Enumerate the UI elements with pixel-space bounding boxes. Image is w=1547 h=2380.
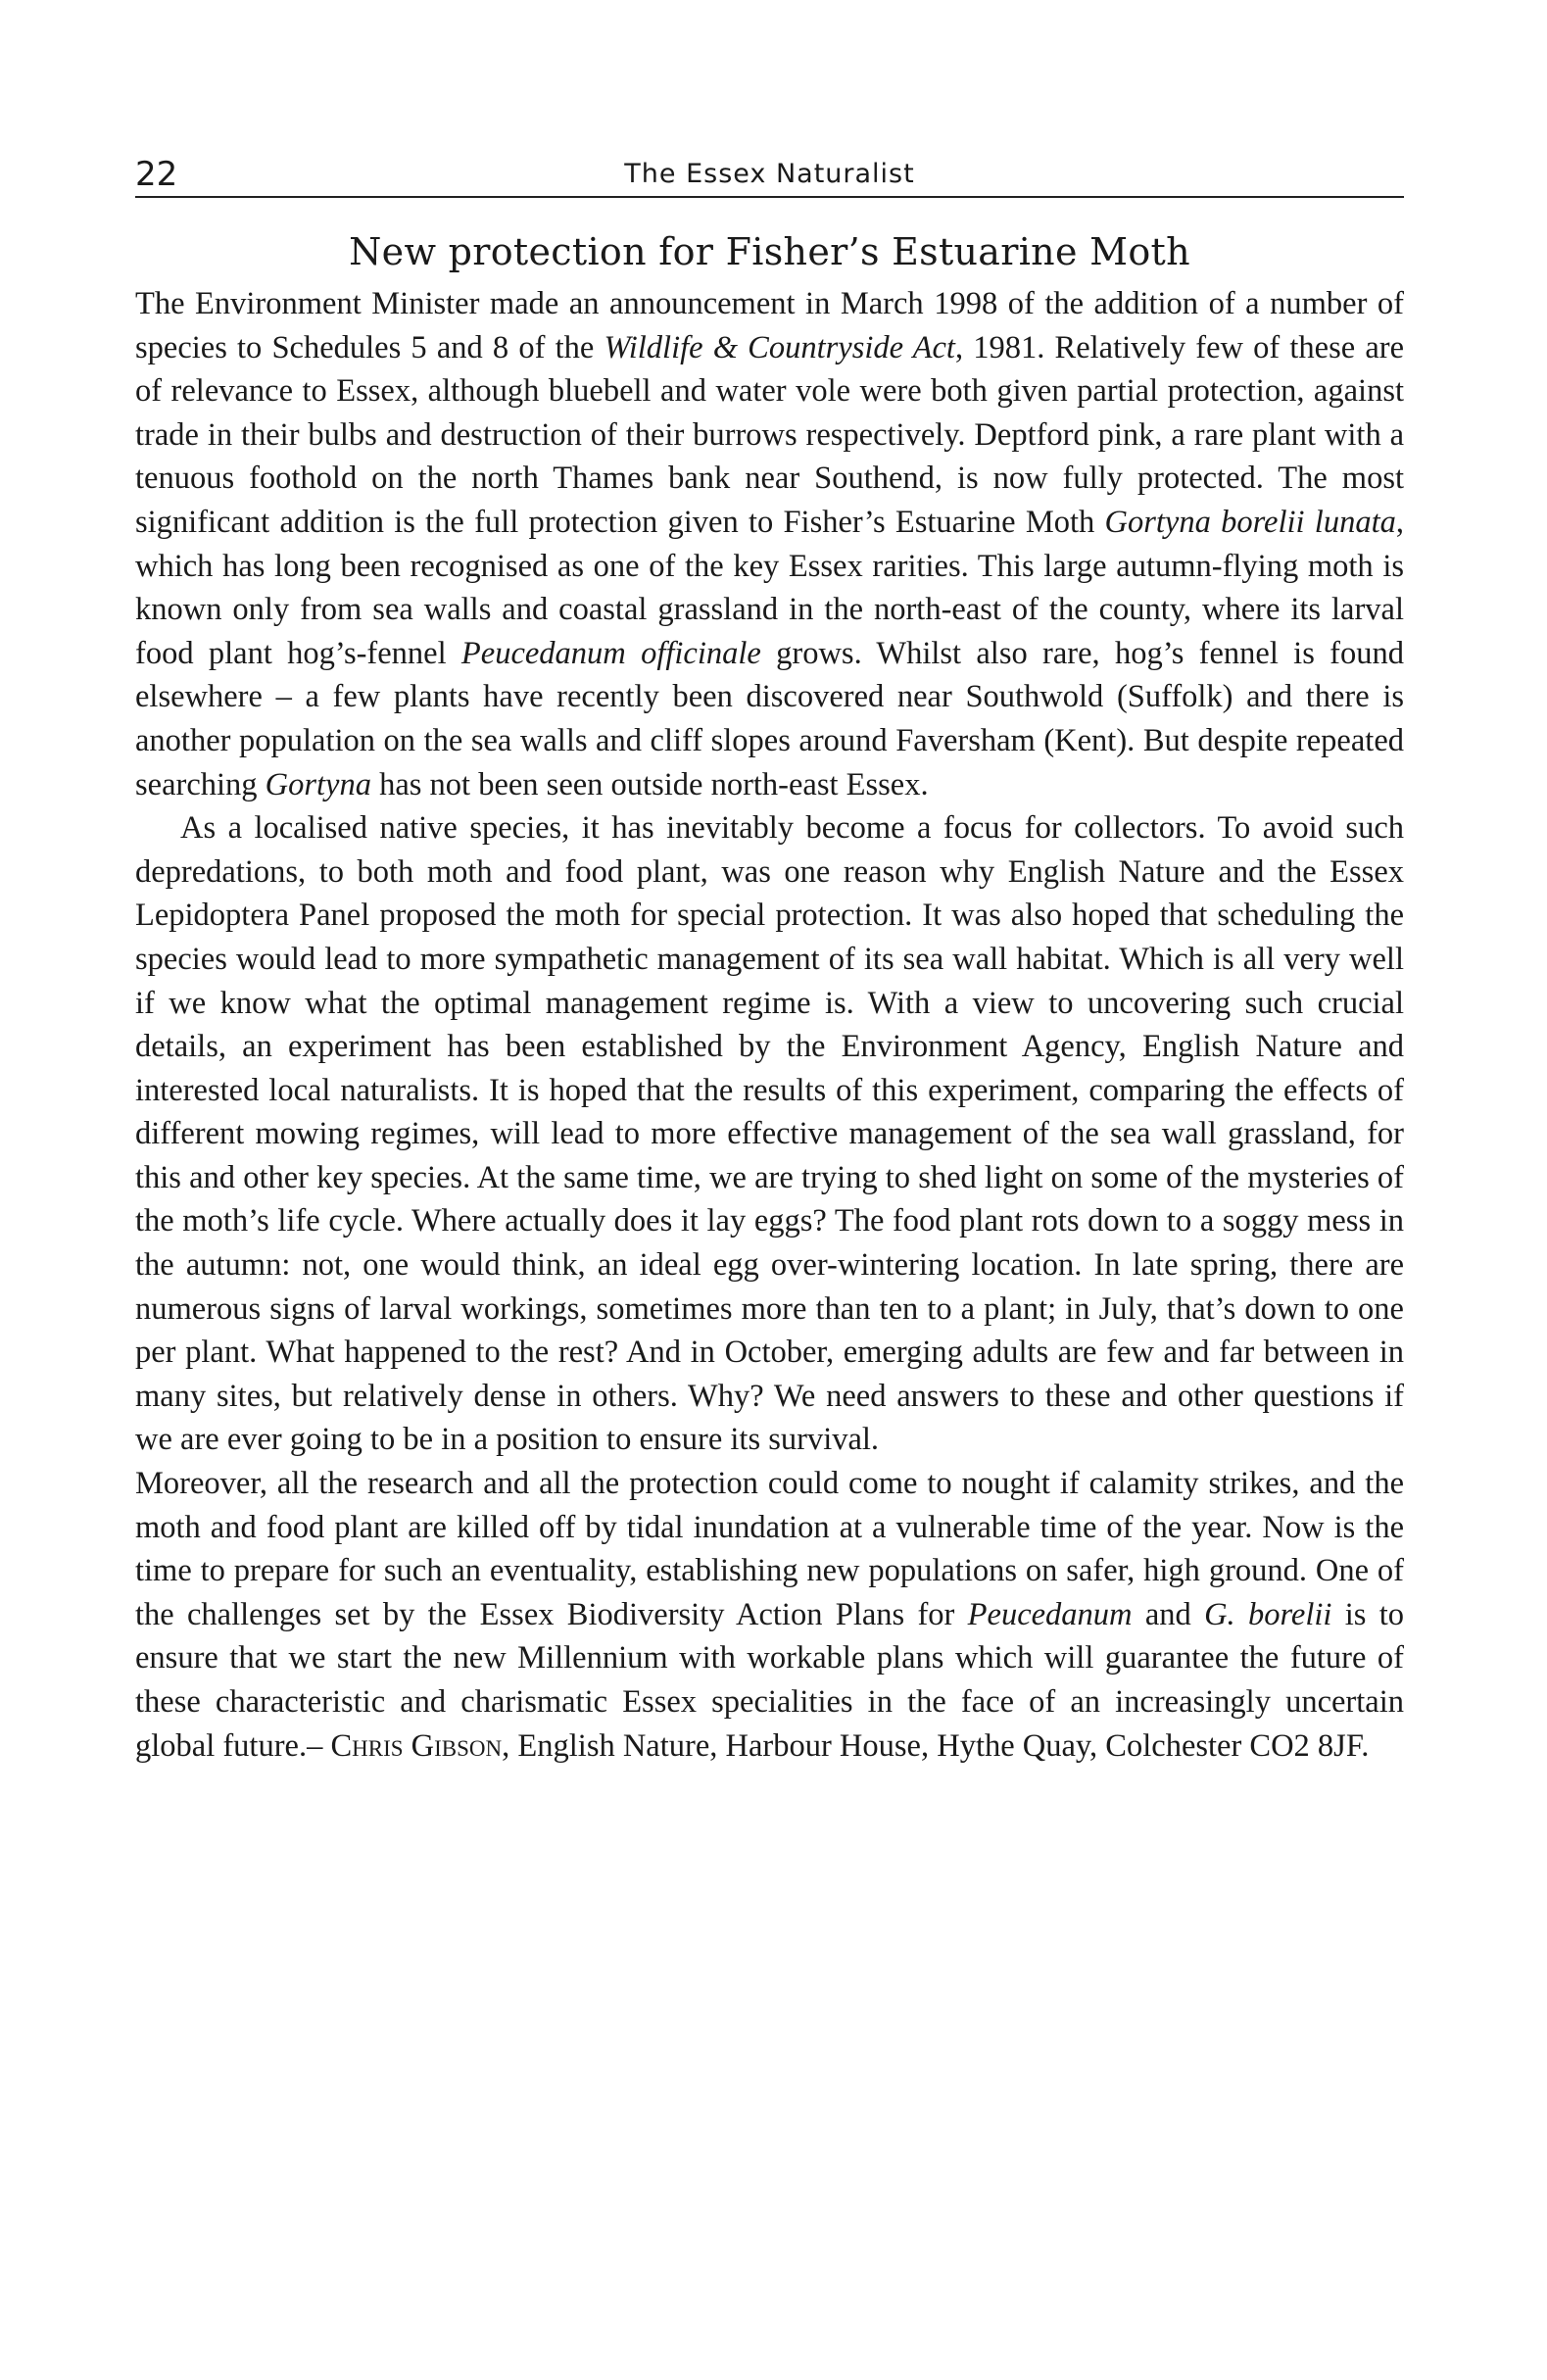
- genus-name: Gortyna: [265, 766, 371, 802]
- act-title: Wildlife & Countryside Act: [604, 329, 955, 365]
- author-affiliation: , English Nature, Harbour House, Hythe Quay, Colchester CO2 8JF.: [502, 1727, 1370, 1764]
- paragraph-3: [135, 1462, 1404, 1768]
- text-run: , 1981. Relatively few of these are of relevance to Essex, although bluebell and water vole were both given partial protection, against trade in their bulbs and destruction of their burrows respectively. Deptford pink, a rare plant with a tenuous foothold on the north Thames bank near Southend, is now fully protected. The most significant addition is the full protection given to Fisher’s Estuarine Moth: [135, 329, 1405, 540]
- running-head: [135, 147, 1404, 198]
- species-name: Gortyna borelii lunata: [1104, 504, 1396, 540]
- text-run: The Environment Minister made an announcement in March 1998 of the addition of a number of species to Schedules 5 and 8 of the: [135, 286, 1404, 365]
- genus-name: Peucedanum: [967, 1596, 1133, 1632]
- species-name: Peucedanum officinale: [460, 635, 761, 671]
- text-run: and: [1132, 1596, 1205, 1632]
- page-number: 22: [135, 155, 178, 194]
- paragraph-2: As a localised native species, it has inevitably become a focus for collectors. To avoid such depredations, to both moth and food plant, was one reason why English Nature and the Essex Lepidoptera Panel proposed the moth for special protection. It was also hoped that scheduling the species would lead to more sympathetic management of its sea wall habitat. Which is all very well if we know what the optimal management regime is. With a view to uncovering such crucial details, an experiment has been established by the Environment Agency, English Nature and interested local naturalists. It is hoped that the results of this experiment, comparing the effects of different mowing regimes, will lead to more effective management of the sea wall grassland, for this and other key species. At the same time, we are trying to shed light on some of the mysteries of the moth’s life cycle. Where actually does it lay eggs? The food plant rots down to a soggy mess in the autumn: not, one would think, an ideal egg over-wintering location. In late spring, there are numerous signs of larval workings, sometimes more than ten to a plant; in July, that’s down to one per plant. What happened to the rest? And in October, emerging adults are few and far between in many sites, but relatively dense in others. Why? We need answers to these and other questions if we are ever going to be in a position to ensure its survival.: [135, 810, 1404, 1458]
- page: [135, 147, 1404, 1768]
- text-run: Moreover, all the research and all the protection could come to nought if calamity strikes, and the moth and food plant are killed off by tidal inundation at a vulnerable time of the year. Now is the time to prepare for such an eventuality, establishing new populations on safer, high ground. One of the challenges set by the Essex Biodiversity Action Plans for: [135, 1466, 1404, 1632]
- paragraph-1: [135, 282, 1404, 806]
- journal-title: The Essex Naturalist: [624, 159, 915, 189]
- article-title: New protection for Fisher’s Estuarine Moth: [349, 230, 1190, 273]
- species-name: G. borelii: [1204, 1596, 1332, 1632]
- article: [135, 227, 1404, 1768]
- text-run: has not been seen outside north-east Essex.: [370, 766, 929, 802]
- author-name: Chris Gibson: [330, 1727, 503, 1764]
- text-run: is to ensure that we start the new Millennium with workable plans which will guarantee the future of these characteristic and charismatic Essex specialities in the face of an increasingly uncertain global future.–: [135, 1596, 1404, 1764]
- text-run: , which has long been recognised as one of the key Essex rarities. This large autumn-flying moth is known only from sea walls and coastal grassland in the north-east of the county, where its larval food plant hog’s-fennel: [135, 504, 1404, 671]
- text-run: grows. Whilst also rare, hog’s fennel is found elsewhere – a few plants have recently been discovered near Southwold (Suffolk) and there is another population on the sea walls and cliff slopes around Faversham (Kent). But despite repeated searching: [135, 635, 1404, 802]
